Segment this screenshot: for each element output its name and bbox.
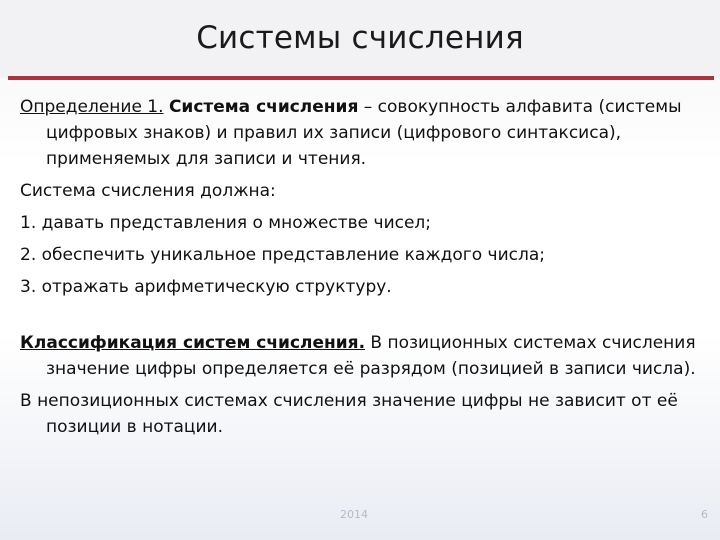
classification-heading: Классификация систем счисления. — [20, 333, 366, 353]
requirement-item-3: 3. отражать арифметическую структуру. — [20, 277, 392, 297]
definition-paragraph — [20, 94, 710, 172]
footer-date: 2014 — [340, 508, 368, 521]
requirement-item-2: 2. обеспечить уникальное представление каждого числа; — [20, 245, 545, 265]
title-divider — [8, 76, 714, 80]
nonpositional-paragraph: В непозиционных системах счисления значение цифры не зависит от её позиции в нотации. — [20, 391, 678, 437]
requirement-item-1: 1. давать представления о множестве чисел; — [20, 213, 432, 233]
slide-number: 6 — [701, 508, 708, 521]
definition-label: Определение 1. — [20, 97, 164, 117]
slide-body — [20, 94, 710, 446]
definition-text: – совокупность алфавита (системы цифровых знаков) и правил их записи (цифрового синтаксиса), применяемых для записи и чтения. — [46, 97, 682, 169]
requirements-intro: Система счисления должна: — [20, 181, 276, 201]
definition-term: Система счисления — [168, 97, 359, 117]
slide-title: Системы счисления — [196, 20, 524, 56]
classification-paragraph — [20, 330, 710, 382]
classification-text: В позиционных системах счисления значение цифры определяется её разрядом (позицией в записи числа). — [46, 333, 696, 379]
